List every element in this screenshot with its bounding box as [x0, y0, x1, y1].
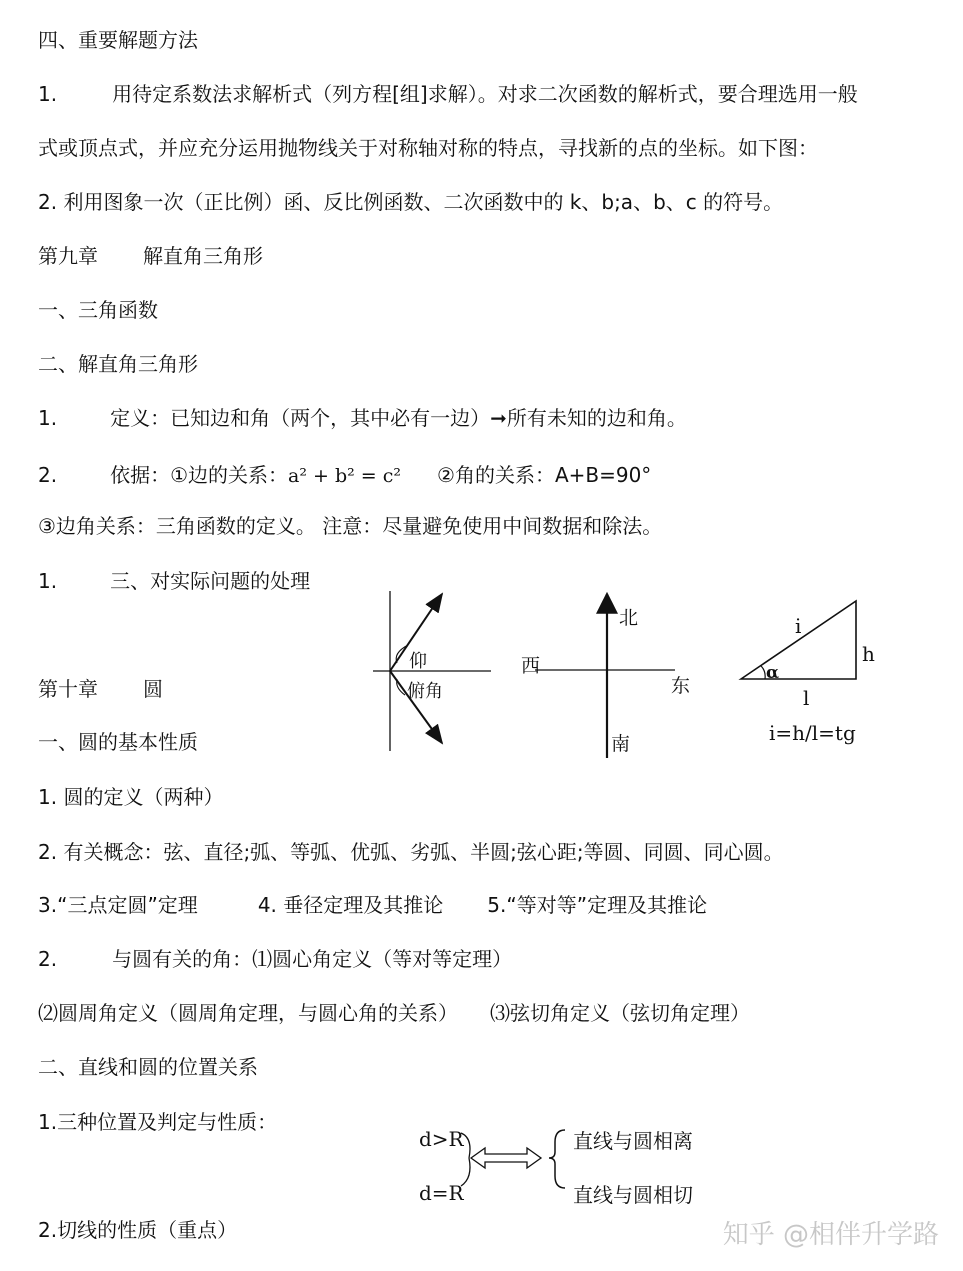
paragraph-line: 1. 圆的定义（两种） — [38, 785, 224, 809]
paragraph-line — [38, 567, 310, 595]
item-text: 三、对实际问题的处理 — [110, 569, 311, 593]
elevation-depression-diagram — [365, 585, 495, 755]
east-label: 东 — [671, 675, 691, 697]
south-label: 南 — [611, 733, 631, 755]
heading-key-methods: 四、重要解题方法 — [38, 28, 198, 52]
west-label: 西 — [521, 655, 541, 677]
item-number: 1. — [38, 569, 58, 593]
compass-diagram — [515, 588, 700, 760]
watermark: 知乎 @相伴升学路 — [722, 1220, 939, 1250]
separate-relation: 直线与圆相离 — [573, 1129, 693, 1153]
item-number: 1. — [38, 406, 58, 430]
item-text: ⑵圆周角定义（圆周角定理，与圆心角的关系） — [38, 1001, 458, 1025]
section-heading: 二、解直角三角形 — [38, 352, 198, 376]
angle-arc — [761, 666, 765, 679]
section-heading: 一、三角函数 — [38, 298, 158, 322]
base-label: l — [803, 686, 810, 710]
height-label: h — [862, 642, 875, 666]
section-heading: 二、直线和圆的位置关系 — [38, 1055, 258, 1079]
chapter-number: 第十章 — [38, 677, 98, 701]
line-circle-relation-diagram — [415, 1118, 715, 1208]
chapter-heading — [38, 675, 163, 703]
chapter-number: 第九章 — [38, 244, 98, 268]
item-text: 4. 垂径定理及其推论 — [257, 893, 444, 917]
item-text: 3.“三点定圆”定理 — [38, 893, 198, 917]
item-number: 1. — [38, 82, 58, 106]
hypotenuse-label: i — [795, 614, 802, 638]
alpha-label: α — [766, 663, 780, 683]
paragraph-line: 1.三种位置及判定与性质： — [38, 1110, 278, 1134]
chapter-title: 解直角三角形 — [143, 244, 263, 268]
paragraph-line — [38, 404, 687, 432]
item-text: 用待定系数法求解析式（列方程[组]求解）。对求二次函数的解析式，要合理选用一般 — [112, 82, 858, 106]
right-triangle — [741, 601, 856, 679]
elevation-label: 仰 — [409, 651, 427, 672]
slope-triangle-diagram — [735, 595, 885, 745]
paragraph-line — [38, 999, 750, 1027]
item-number: 2. — [38, 947, 58, 971]
paragraph-line: 2.切线的性质（重点） — [38, 1218, 238, 1242]
paragraph-line: 式或顶点式，并应充分运用抛物线关于对称轴对称的特点，寻找新的点的坐标。如下图： — [38, 136, 818, 160]
paragraph-line: ③边角关系：三角函数的定义。 注意：尽量避免使用中间数据和除法。 — [38, 514, 663, 538]
paragraph-line — [38, 461, 651, 490]
item-text: 依据：①边的关系： — [110, 463, 289, 487]
slope-formula: i=h/l=tg — [769, 721, 856, 745]
item-text: 5.“等对等”定理及其推论 — [487, 893, 708, 917]
angle-relation: ②角的关系：A+B=90° — [437, 463, 652, 487]
pythagorean-formula: a² + b² = c² — [288, 465, 402, 487]
depression-label: 俯角 — [407, 681, 443, 702]
north-label: 北 — [619, 607, 639, 629]
distance-greater-label: d>R — [419, 1127, 464, 1151]
right-brace — [549, 1130, 565, 1188]
paragraph-line: 2. 利用图象一次（正比例）函、反比例函数、二次函数中的 k、b;a、b、c 的符号。 — [38, 190, 784, 214]
item-text: 定义：已知边和角（两个，其中必有一边）➞所有未知的边和角。 — [110, 406, 687, 430]
chapter-title: 圆 — [143, 677, 163, 701]
double-arrow — [471, 1148, 541, 1168]
paragraph-line: 2. 有关概念：弦、直径;弧、等弧、优弧、劣弧、半圆;弦心距;等圆、同圆、同心圆。 — [38, 840, 784, 864]
paragraph-line — [38, 80, 858, 108]
item-text: ⑶弦切角定义（弦切角定理） — [490, 1001, 750, 1025]
section-heading: 一、圆的基本性质 — [38, 730, 198, 754]
chapter-heading — [38, 242, 263, 270]
paragraph-line — [38, 945, 512, 973]
distance-equal-label: d=R — [419, 1181, 464, 1205]
item-text: 与圆有关的角：⑴圆心角定义（等对等定理） — [112, 947, 513, 971]
paragraph-line — [38, 891, 707, 919]
item-number: 2. — [38, 463, 58, 487]
tangent-relation: 直线与圆相切 — [573, 1183, 693, 1207]
